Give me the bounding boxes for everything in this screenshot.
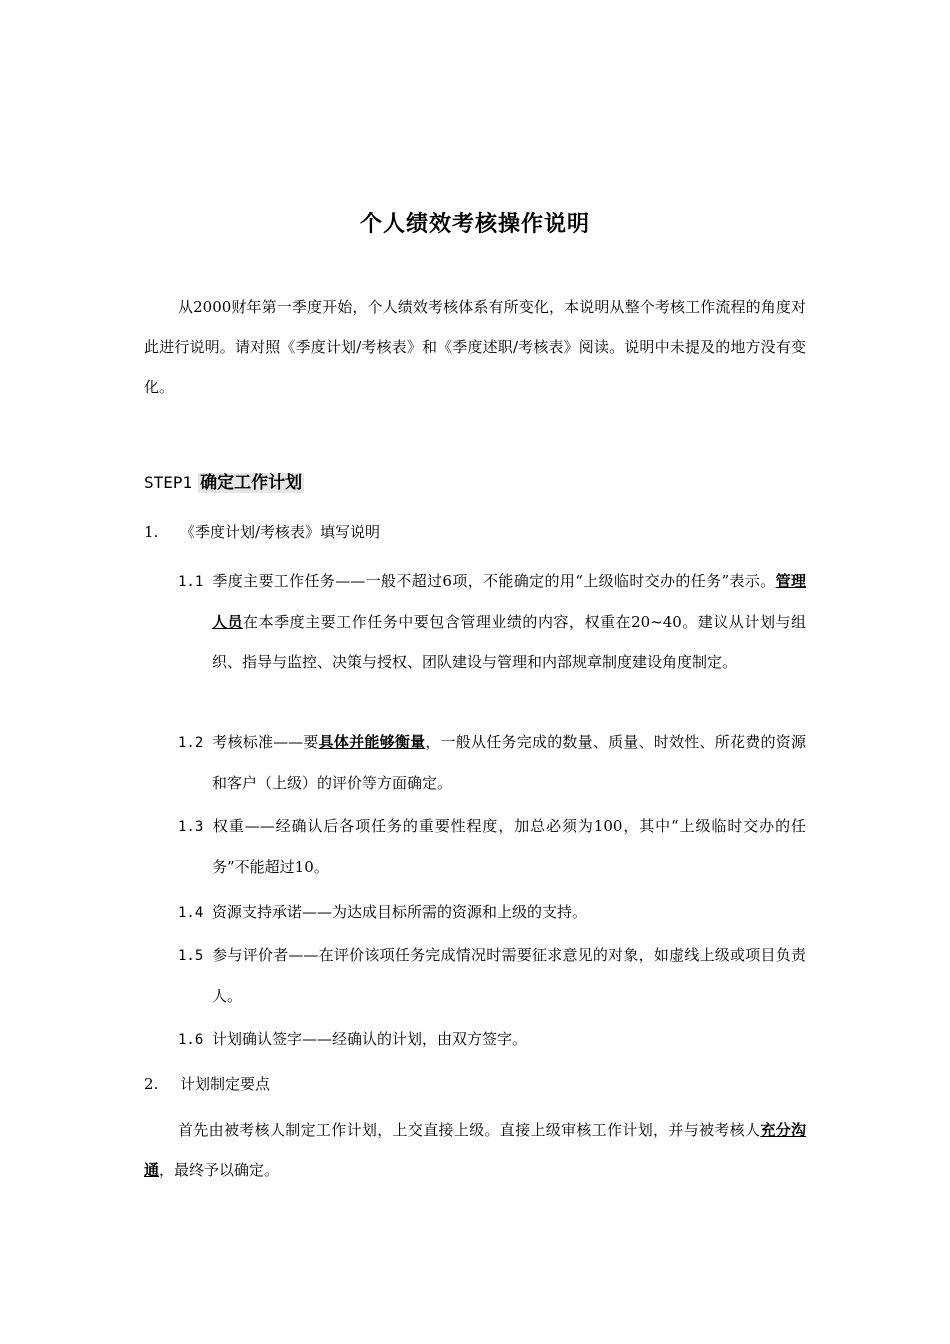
paragraph-text-pre: 首先由被考核人制定工作计划，上交直接上级。直接上级审核工作计划，并与被考核人 <box>178 1121 761 1139</box>
item-emphasis: 管理人员 <box>212 572 806 631</box>
section-2-number: 2. <box>144 1075 159 1093</box>
section-2-heading <box>144 1070 270 1098</box>
item-text: 权重——经确认后各项任务的重要性程度，加总必须为100，其中“上级临时交办的任务”不能超过10。 <box>212 817 806 876</box>
item-text: 计划确认签字——经确认的计划，由双方签字。 <box>212 1030 528 1048</box>
list-item-1-4 <box>178 892 806 933</box>
closing-paragraph <box>144 1110 806 1190</box>
list-item-1-6 <box>178 1019 806 1060</box>
document-title: 个人绩效考核操作说明 <box>359 212 590 237</box>
section-1-heading <box>144 518 380 546</box>
item-text: 资源支持承诺——为达成目标所需的资源和上级的支持。 <box>212 903 588 921</box>
list-item-1-5 <box>178 935 806 1016</box>
paragraph-emphasis: 充分沟通 <box>144 1121 806 1179</box>
item-text-pre: 考核标准——要 <box>212 733 319 751</box>
item-text: 参与评价者——在评价该项任务完成情况时需要征求意见的对象，如虚线上级或项目负责人。 <box>212 946 806 1005</box>
section-1-number: 1. <box>144 523 159 541</box>
step1-name: 确定工作计划 <box>200 473 303 493</box>
item-text-post: 在本季度主要工作任务中要包含管理业绩的内容，权重在20~40。建议从计划与组织、指导与监控、决策与授权、团队建设与管理和内部规章制度建设角度制定。 <box>212 613 806 671</box>
item-emphasis: 具体并能够衡量 <box>318 733 426 751</box>
step1-code: STEP1 <box>144 473 193 492</box>
item-number: 1.3 <box>178 819 204 835</box>
step1-heading <box>144 467 304 499</box>
item-text-pre: 季度主要工作任务——一般不超过6项，不能确定的用“上级临时交办的任务”表示。 <box>212 572 776 590</box>
list-item-1-1 <box>178 561 806 682</box>
list-item-1-2 <box>178 722 806 803</box>
item-number: 1.5 <box>178 948 204 964</box>
list-item-1-3 <box>178 806 806 887</box>
paragraph-text-post: ，最终予以确定。 <box>159 1161 280 1179</box>
item-text-post: ，一般从任务完成的数量、质量、时效性、所花费的资源和客户（上级）的评价等方面确定。 <box>212 733 806 792</box>
section-1-text: 《季度计划/考核表》填写说明 <box>180 523 381 541</box>
item-number: 1.1 <box>178 574 204 590</box>
section-2-text: 计划制定要点 <box>180 1075 271 1093</box>
item-number: 1.4 <box>178 905 204 921</box>
intro-paragraph: 从2000财年第一季度开始，个人绩效考核体系有所变化，本说明从整个考核工作流程的角度对此进行说明。请对照《季度计划/考核表》和《季度述职/考核表》阅读。说明中未提及的地方没有变化。 <box>144 298 806 396</box>
item-number: 1.6 <box>178 1032 204 1048</box>
item-number: 1.2 <box>178 735 204 751</box>
